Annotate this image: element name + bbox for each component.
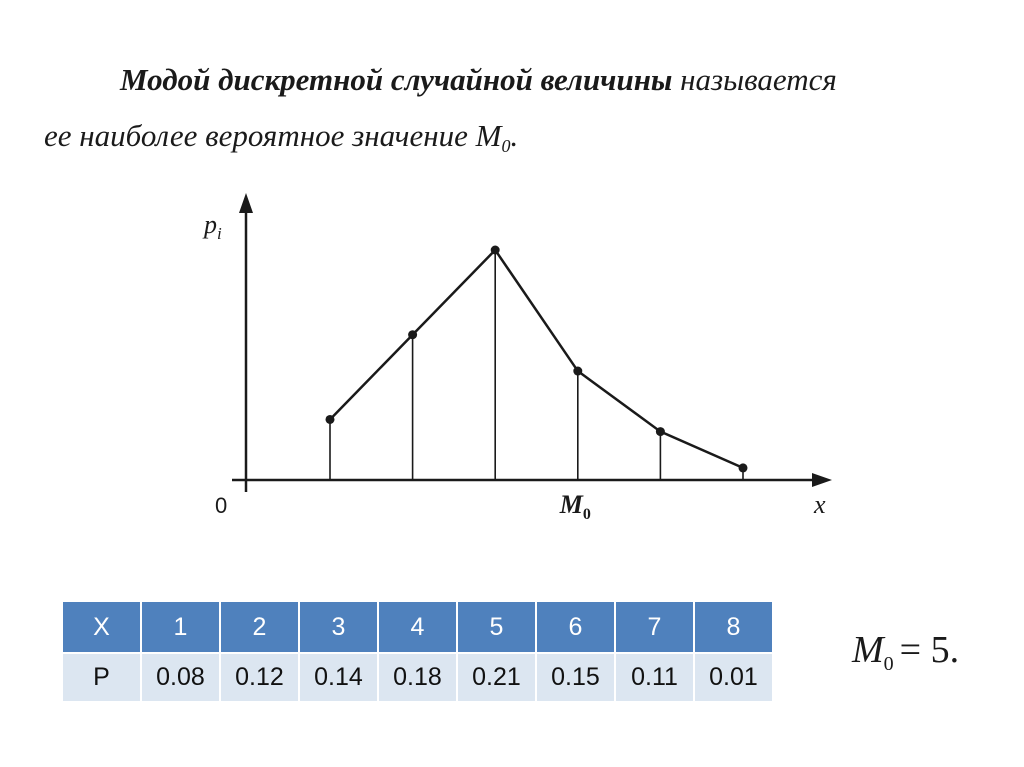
- table-cell: P: [62, 653, 141, 702]
- origin-label: 0: [215, 493, 228, 518]
- table-cell: 0.11: [615, 653, 694, 702]
- table-cell: 0.21: [457, 653, 536, 702]
- mode-subscript: 0: [501, 136, 511, 156]
- data-point: [739, 463, 748, 472]
- table-cell: 3: [299, 601, 378, 653]
- mode-result: [852, 628, 959, 676]
- table-cell: 7: [615, 601, 694, 653]
- mode-symbol: M: [475, 118, 502, 153]
- table-cell: 0.08: [141, 653, 220, 702]
- table-cell: X: [62, 601, 141, 653]
- table-cell: 1: [141, 601, 220, 653]
- mode-label-sub: 0: [582, 506, 591, 523]
- definition-rest: ее наиболее вероятное значение: [44, 118, 476, 153]
- definition-verb: называется: [680, 62, 837, 97]
- table-cell: 0.12: [220, 653, 299, 702]
- y-axis-label-sub: i: [217, 224, 222, 243]
- table-cell: 0.14: [299, 653, 378, 702]
- table-cell: 2: [220, 601, 299, 653]
- mode-result-value: = 5.: [899, 629, 960, 671]
- data-point: [656, 427, 665, 436]
- definition-term: Модой дискретной случайной величины: [120, 62, 673, 97]
- definition-end: .: [510, 118, 519, 153]
- y-axis-label: [202, 210, 222, 243]
- chart-stems: [330, 250, 743, 480]
- mode-label-main: M: [559, 490, 583, 519]
- chart-axes: [232, 193, 832, 492]
- y-axis-arrow: [239, 193, 253, 213]
- y-axis-label-main: p: [204, 210, 217, 239]
- data-point: [408, 330, 417, 339]
- data-point: [326, 415, 335, 424]
- table-row-p: [62, 653, 773, 702]
- mode-result-subscript: 0: [883, 653, 894, 675]
- table-cell: 0.15: [536, 653, 615, 702]
- table-cell: 0.18: [378, 653, 457, 702]
- x-axis-arrow: [812, 473, 832, 487]
- table-cell: 6: [536, 601, 615, 653]
- x-axis-label: x: [814, 490, 826, 519]
- table-cell: 0.01: [694, 653, 773, 702]
- series-line: [330, 250, 743, 468]
- table-row-x: [62, 601, 773, 653]
- table-cell: 8: [694, 601, 773, 653]
- data-point: [573, 367, 582, 376]
- data-point: [491, 246, 500, 255]
- distribution-table: [61, 600, 774, 703]
- table-cell: 5: [457, 601, 536, 653]
- table-cell: 4: [378, 601, 457, 653]
- mode-label: [559, 490, 591, 523]
- mode-result-symbol: M: [852, 629, 884, 671]
